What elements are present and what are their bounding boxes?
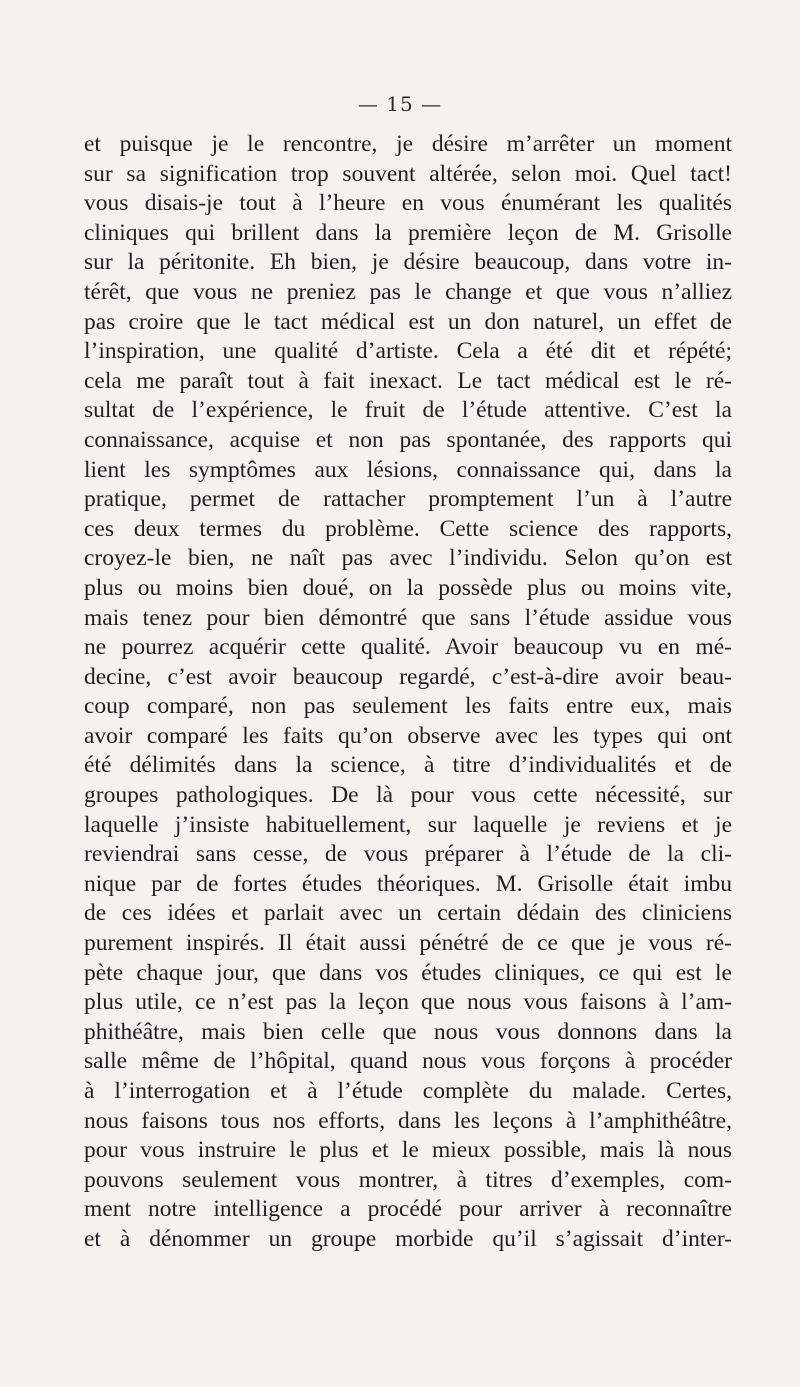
text-line: cela me paraît tout à fait inexact. Le tact médical est le ré- [84, 367, 732, 394]
text-line: croyez-le bien, ne naît pas avec l’individu. Selon qu’on est [84, 545, 732, 572]
text-line: phithéâtre, mais bien celle que nous vous donnons dans la [84, 1018, 732, 1045]
text-line: mais tenez pour bien démontré que sans l’étude assidue vous [84, 604, 732, 631]
text-line: sultat de l’expérience, le fruit de l’étude attentive. C’est la [84, 397, 732, 424]
page-number: — 15 — [357, 92, 443, 116]
text-line: l’inspiration, une qualité d’artiste. Cela a été dit et répété; [84, 338, 732, 365]
text-line: de ces idées et parlait avec un certain dédain des cliniciens [84, 900, 732, 927]
text-line: pouvons seulement vous montrer, à titres d’exemples, com- [84, 1166, 732, 1193]
text-line: coup comparé, non pas seulement les faits entre eux, mais [84, 693, 732, 720]
text-line: pratique, permet de rattacher promptement l’un à l’autre [84, 486, 732, 513]
text-line: sur la péritonite. Eh bien, je désire beaucoup, dans votre in- [84, 249, 732, 276]
text-line: pète chaque jour, que dans vos études cliniques, ce qui est le [84, 959, 732, 986]
text-line: nique par de fortes études théoriques. M. Grisolle était imbu [84, 870, 732, 897]
text-line: et à dénommer un groupe morbide qu’il s’agissait d’inter- [84, 1225, 732, 1252]
text-line: térêt, que vous ne preniez pas le change et que vous n’alliez [84, 278, 732, 305]
text-line: cliniques qui brillent dans la première leçon de M. Grisolle [84, 219, 732, 246]
text-line: ne pourrez acquérir cette qualité. Avoir beaucoup vu en mé- [84, 634, 732, 661]
body-text [84, 130, 732, 1255]
text-line: decine, c’est avoir beaucoup regardé, c’est-à-dire avoir beau- [84, 663, 732, 690]
text-line: reviendrai sans cesse, de vous préparer à l’étude de la cli- [84, 841, 732, 868]
text-line: avoir comparé les faits qu’on observe avec les types qui ont [84, 722, 732, 749]
text-line: groupes pathologiques. De là pour vous cette nécessité, sur [84, 782, 732, 809]
text-line: salle même de l’hôpital, quand nous vous forçons à procéder [84, 1048, 732, 1075]
text-line: connaissance, acquise et non pas spontanée, des rapports qui [84, 426, 732, 453]
text-line: ment notre intelligence a procédé pour arriver à reconnaître [84, 1196, 732, 1223]
text-line: nous faisons tous nos efforts, dans les leçons à l’amphithéâtre, [84, 1107, 732, 1134]
text-line: à l’interrogation et à l’étude complète du malade. Certes, [84, 1078, 732, 1104]
text-line: lient les symptômes aux lésions, connaissance qui, dans la [84, 456, 732, 483]
text-line: vous disais-je tout à l’heure en vous énumérant les qualités [84, 190, 732, 217]
text-line: pour vous instruire le plus et le mieux possible, mais là nous [84, 1137, 732, 1164]
text-line: sur sa signification trop souvent altérée, selon moi. Quel tact! [84, 160, 732, 187]
text-line: purement inspirés. Il était aussi pénétré de ce que je vous ré- [84, 930, 732, 957]
text-line: été délimités dans la science, à titre d’individualités et de [84, 752, 732, 779]
text-line: plus utile, ce n’est pas la leçon que nous vous faisons à l’am- [84, 989, 732, 1016]
text-line: pas croire que le tact médical est un don naturel, un effet de [84, 308, 732, 335]
text-line: et puisque je le rencontre, je désire m’arrêter un moment [84, 131, 732, 157]
text-line: plus ou moins bien doué, on la possède plus ou moins vite, [84, 574, 732, 601]
text-line: ces deux termes du problème. Cette science des rapports, [84, 515, 732, 542]
text-line: laquelle j’insiste habituellement, sur laquelle je reviens et je [84, 811, 732, 838]
